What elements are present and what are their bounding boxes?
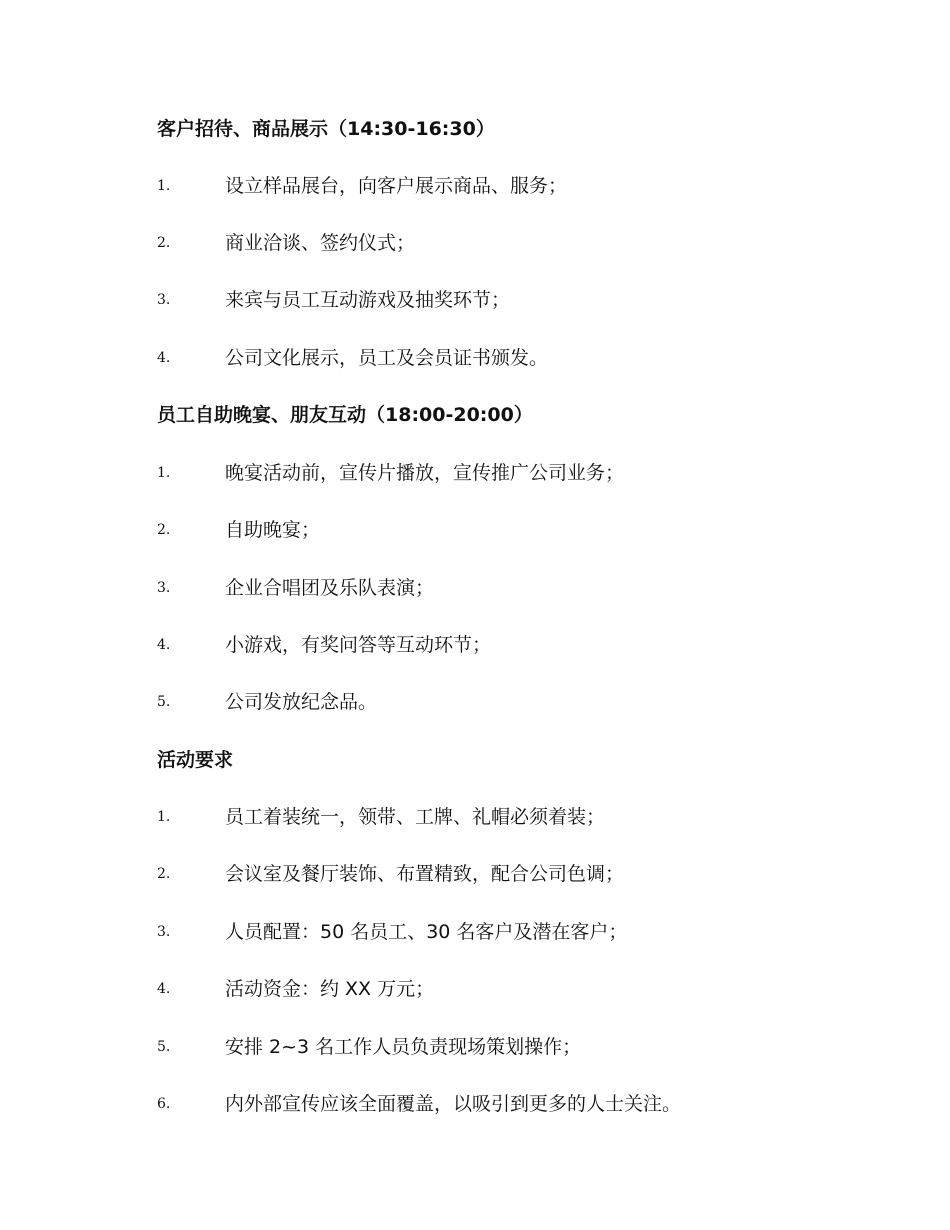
list-item-text: 商业洽谈、签约仪式； xyxy=(225,232,416,254)
list-item-text: 设立样品展台，向客户展示商品、服务； xyxy=(225,175,568,197)
list-item-number: 2. xyxy=(157,235,171,251)
section-heading-dinner: 员工自助晚宴、朋友互动（18:00-20:00） xyxy=(157,404,533,426)
list-item-text: 安排 2~3 名工作人员负责现场策划操作； xyxy=(225,1036,582,1058)
list-item-text: 小游戏，有奖问答等互动环节； xyxy=(225,634,492,656)
list-item-text: 活动资金：约 XX 万元； xyxy=(225,978,435,1000)
list-item-text: 企业合唱团及乐队表演； xyxy=(225,577,435,599)
list-item-number: 4. xyxy=(157,981,171,997)
section-heading-reception: 客户招待、商品展示（14:30-16:30） xyxy=(157,118,495,140)
list-item-text: 来宾与员工互动游戏及抽奖环节； xyxy=(225,289,511,311)
list-item-text: 公司发放纪念品。 xyxy=(225,691,378,713)
list-item-number: 3. xyxy=(157,580,171,596)
list-item-number: 1. xyxy=(157,809,171,825)
list-item-text: 自助晚宴； xyxy=(225,519,321,541)
list-item-text: 人员配置：50 名员工、30 名客户及潜在客户； xyxy=(225,921,628,943)
list-item-number: 1. xyxy=(157,465,171,481)
list-item-text: 晚宴活动前，宣传片播放，宣传推广公司业务； xyxy=(225,462,625,484)
list-item-text: 员工着装统一，领带、工牌、礼帽必须着装； xyxy=(225,806,606,828)
list-item-number: 4. xyxy=(157,350,171,366)
list-item-text: 内外部宣传应该全面覆盖，以吸引到更多的人士关注。 xyxy=(225,1093,682,1115)
list-item-number: 6. xyxy=(157,1096,171,1112)
list-item-text: 会议室及餐厅装饰、布置精致，配合公司色调； xyxy=(225,863,625,885)
list-item-number: 2. xyxy=(157,522,171,538)
list-item-number: 3. xyxy=(157,292,171,308)
list-item-number: 5. xyxy=(157,1039,171,1055)
list-item-number: 4. xyxy=(157,637,171,653)
section-heading-requirements: 活动要求 xyxy=(157,749,234,771)
list-item-number: 3. xyxy=(157,924,171,940)
list-item-number: 5. xyxy=(157,694,171,710)
list-item-number: 1. xyxy=(157,178,171,194)
list-item-number: 2. xyxy=(157,866,171,882)
list-item-text: 公司文化展示，员工及会员证书颁发。 xyxy=(225,347,549,369)
